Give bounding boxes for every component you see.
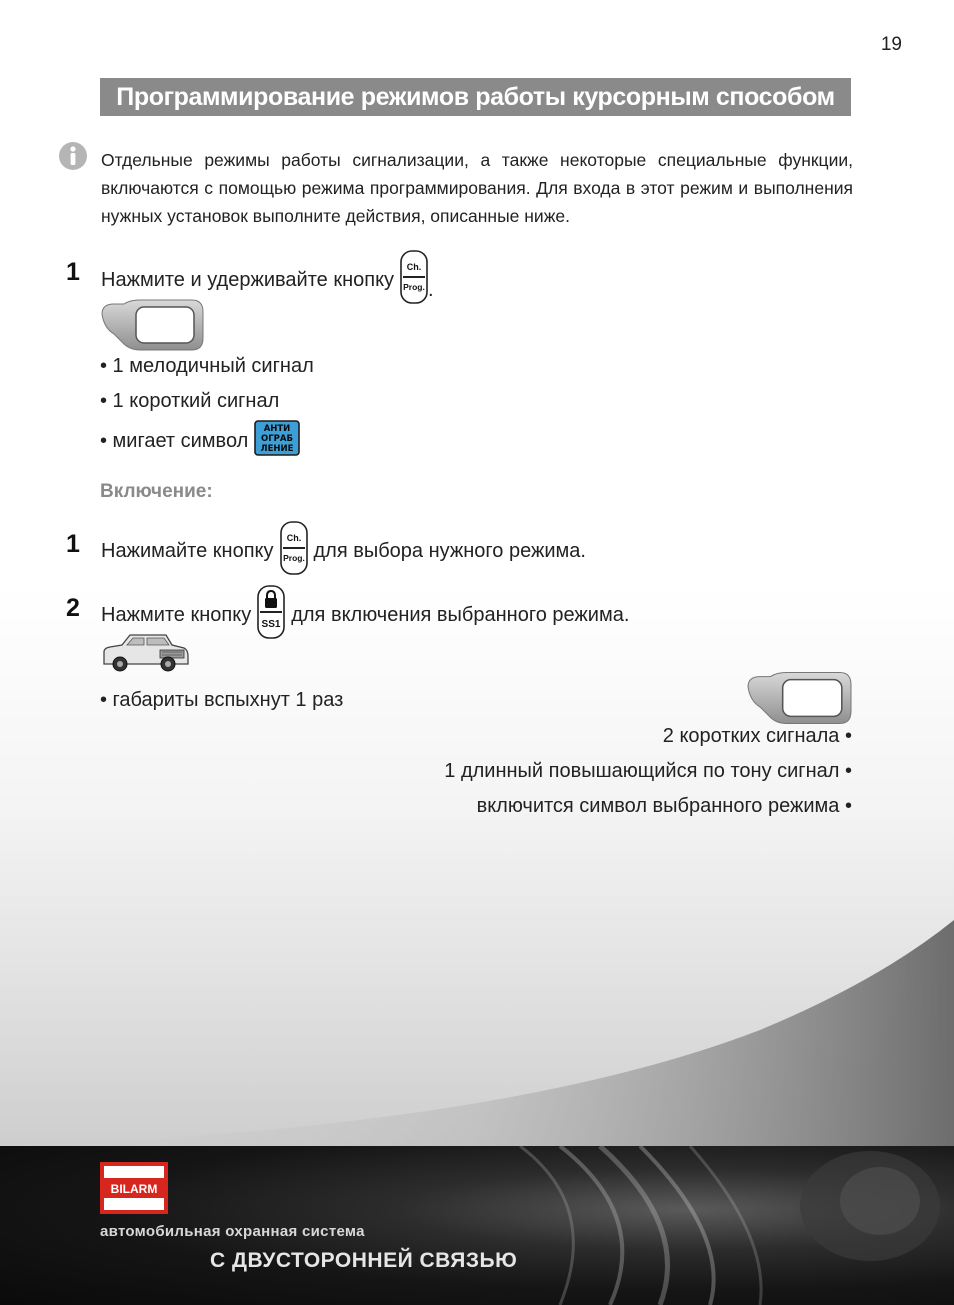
step-number: 1 [66, 530, 80, 558]
anti-label-2: ОГРАБ [261, 434, 294, 444]
bullet-text: • мигает символ [100, 429, 249, 452]
decorative-swoosh [0, 900, 954, 1150]
remote-fob-icon [746, 670, 852, 731]
prog-label: Prog. [403, 282, 425, 292]
intro-paragraph: Отдельные режимы работы сигнализации, а также некоторые специальные функции, включаются с помощью режима программирования. Для входа в этот режим и выполнения нужных установок выполните действия, описанные ниже. [101, 150, 853, 226]
bullet-item-right: 1 длинный повышающийся по тону сигнал • [444, 760, 852, 782]
step-text: Нажмите и удерживайте кнопку [101, 268, 395, 291]
step-text: для выбора нужного режима. [313, 539, 586, 562]
ch-label: Ch. [406, 262, 422, 272]
step-number: 2 [66, 594, 80, 622]
step-line [101, 521, 586, 581]
logo-text: BILARM [110, 1182, 158, 1196]
ch-prog-button-icon [280, 521, 308, 581]
lock-ss1-button-icon [257, 585, 285, 645]
bullet-item-with-icon [100, 420, 300, 462]
bullet-item: • 1 мелодичный сигнал [100, 355, 314, 377]
bullet-item-right: 2 коротких сигнала • [662, 725, 852, 747]
step-text: Нажимайте кнопку [101, 539, 274, 562]
bullet-item-right: включится символ выбранного режима • [476, 795, 852, 817]
footer-tagline-2: С ДВУСТОРОННЕЙ СВЯЗЬЮ [210, 1249, 518, 1272]
footer-tagline-1: автомобильная охранная система [100, 1223, 365, 1240]
info-icon [58, 141, 88, 171]
car-icon [100, 632, 190, 679]
section-title: Программирование режимов работы курсорным способом [100, 78, 851, 116]
page-number: 19 [880, 34, 902, 55]
prog-label: Prog. [282, 553, 305, 563]
ss1-label: SS1 [261, 619, 281, 630]
anti-label-1: АНТИ [264, 424, 291, 434]
anti-robbery-symbol-icon [254, 420, 300, 462]
subheading-enable: Включение: [100, 481, 213, 502]
ch-prog-button-icon [400, 250, 428, 310]
step-text: для включения выбранного режима. [291, 603, 630, 626]
step-text: Нажмите кнопку [101, 603, 252, 626]
remote-fob-icon [100, 298, 204, 357]
step-text-end: . [428, 279, 434, 301]
bullet-item: • 1 короткий сигнал [100, 390, 280, 412]
step-number: 1 [66, 258, 80, 286]
ch-label: Ch. [286, 533, 301, 543]
anti-label-3: ЛЕНИЕ [260, 444, 294, 454]
bullet-item: • габариты вспыхнут 1 раз [100, 689, 344, 711]
bilarm-logo [100, 1162, 170, 1214]
